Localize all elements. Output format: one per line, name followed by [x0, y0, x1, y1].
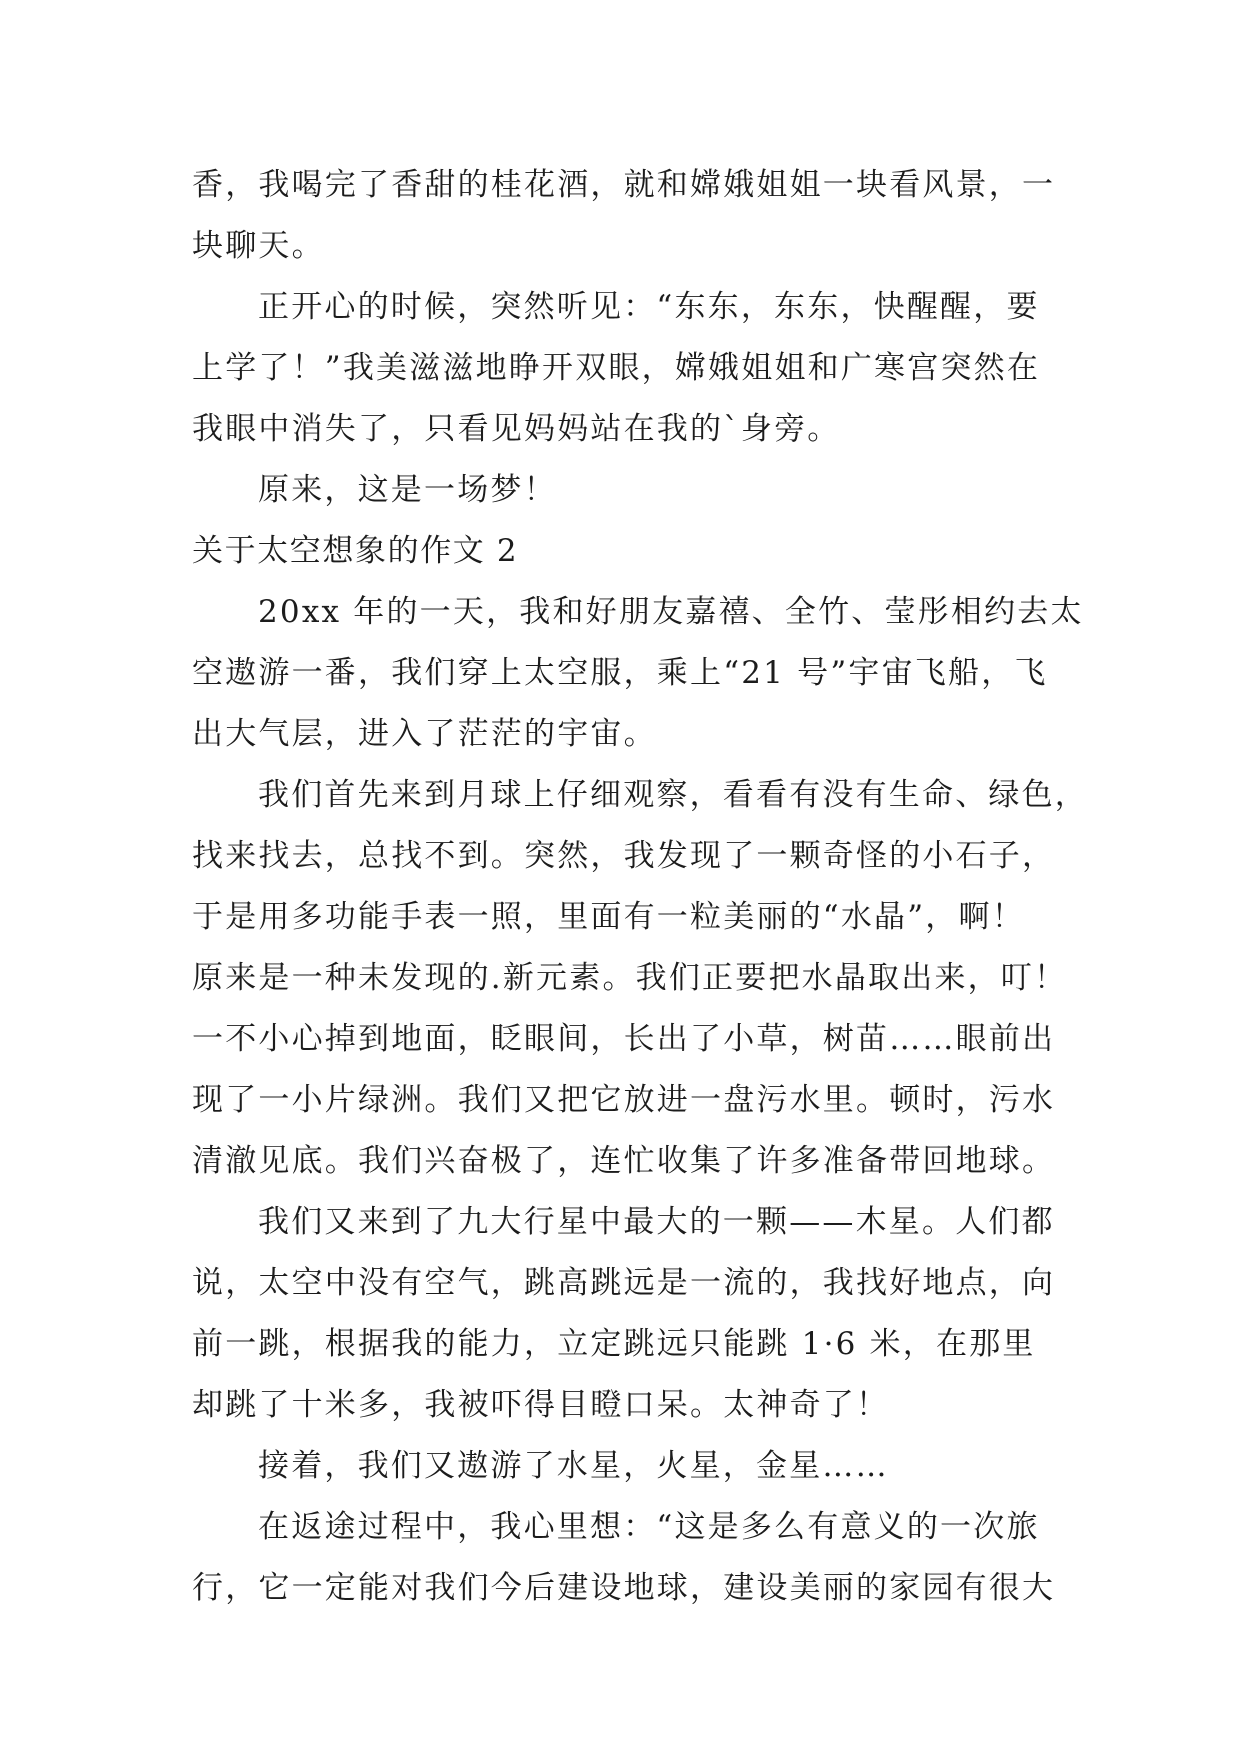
text-line: 一不小心掉到地面，眨眼间，长出了小草，树苗……眼前出: [192, 1021, 1056, 1057]
text-line: 原来是一种未发现的.新元素。我们正要把水晶取出来，叮！: [192, 960, 1068, 996]
paragraph-first-line: 20xx 年的一天，我和好朋友嘉禧、全竹、莹彤相约去太: [258, 594, 1084, 630]
paragraph-first-line: 我们首先来到月球上仔细观察，看看有没有生命、绿色，: [258, 777, 1088, 813]
document-body: [192, 155, 1088, 1619]
paragraph-first-line: 我们又来到了九大行星中最大的一颗——木星。人们都: [258, 1204, 1055, 1240]
text-line: 现了一小片绿洲。我们又把它放进一盘污水里。顿时，污水: [192, 1082, 1056, 1118]
text-line: 空遨游一番，我们穿上太空服，乘上“21 号”宇宙飞船，飞: [192, 655, 1048, 691]
text-line: 行，它一定能对我们今后建设地球，建设美丽的家园有很大: [192, 1570, 1056, 1606]
text-line: 前一跳，根据我的能力，立定跳远只能跳 1·6 米，在那里: [192, 1326, 1036, 1362]
text-line: 我眼中消失了，只看见妈妈站在我的`身旁。: [192, 411, 841, 447]
text-line: 说，太空中没有空气，跳高跳远是一流的，我找好地点，向: [192, 1265, 1056, 1301]
text-line: 上学了！”我美滋滋地睁开双眼，嫦娥姐姐和广寒宫突然在: [192, 350, 1041, 386]
text-line: 清澈见底。我们兴奋极了，连忙收集了许多准备带回地球。: [192, 1143, 1056, 1179]
text-line: 块聊天。: [192, 228, 325, 264]
paragraph-first-line: 正开心的时候，突然听见：“东东，东东，快醒醒，要: [258, 289, 1040, 325]
essay-heading: 关于太空想象的作文 2: [192, 533, 519, 569]
text-line: 于是用多功能手表一照，里面有一粒美丽的“水晶”，啊！: [192, 899, 1025, 935]
paragraph-first-line: 原来，这是一场梦！: [258, 472, 557, 508]
text-line: 却跳了十米多，我被吓得目瞪口呆。太神奇了！: [192, 1387, 890, 1423]
text-line: 出大气层，进入了茫茫的宇宙。: [192, 716, 657, 752]
text-line: 香，我喝完了香甜的桂花酒，就和嫦娥姐姐一块看风景，一: [192, 167, 1056, 203]
paragraph-first-line: 接着，我们又遨游了水星，火星，金星……: [258, 1448, 889, 1484]
text-line: 找来找去，总找不到。突然，我发现了一颗奇怪的小石子，: [192, 838, 1056, 874]
paragraph-first-line: 在返途过程中，我心里想：“这是多么有意义的一次旅: [258, 1509, 1040, 1545]
